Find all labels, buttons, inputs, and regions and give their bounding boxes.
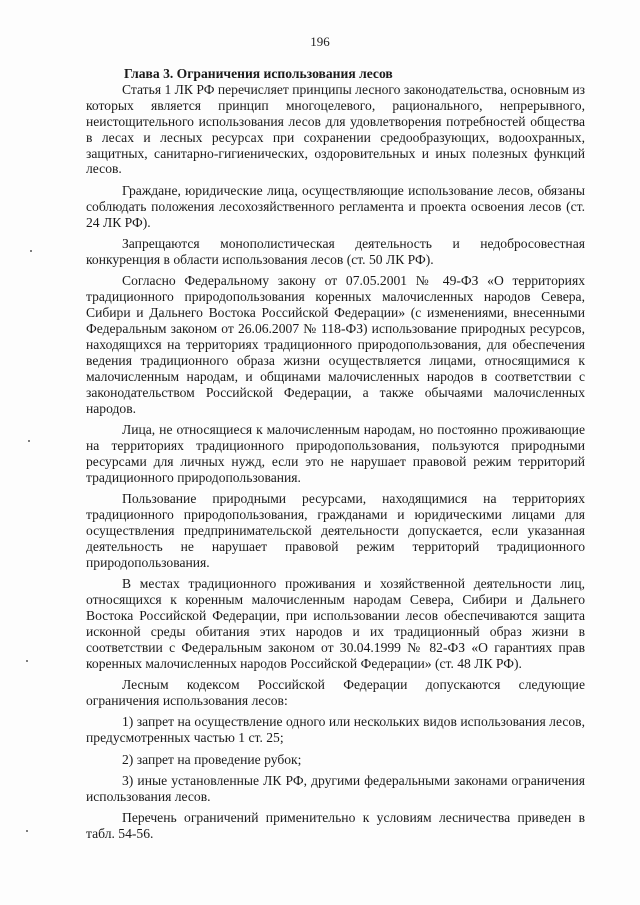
paragraph: В местах традиционного проживания и хозяйственной деятельности лиц, относящихся к коренным малочисленным народам Севера, Сибири и Дальнего Востока Российской Федерации, при использовании лесов обеспечиваются защита исконной среды обитания этих народов и их традиционный образ жизни в соответствии с Федеральным законом от 30.04.1999 № 82-ФЗ «О гарантиях прав коренных малочисленных народов Российской Федерации» (ст. 48 ЛК РФ). — [86, 576, 585, 671]
paragraph: Лесным кодексом Российской Федерации допускаются следующие ограничения использования лесов: — [86, 677, 585, 709]
paragraph: Согласно Федеральному закону от 07.05.2001 № 49-ФЗ «О территориях традиционного природопользования коренных малочисленных народов Севера, Сибири и Дальнего Востока Российской Федерации» (с изменениями, внесенными Федеральным законом от 26.06.2007 № 118-ФЗ) использование природных ресурсов, находящихся на территориях традиционного природопользования, для обеспечения ведения традиционного образа жизни осуществляется лицами, относящимися к малочисленным народам, и общинами малочисленных народов в соответствии с законодательством Российской Федерации, а также обычаями малочисленных народов. — [86, 273, 585, 416]
scan-speck — [30, 250, 32, 252]
paragraph: Граждане, юридические лица, осуществляющие использование лесов, обязаны соблюдать положения лесохозяйственного регламента и проекта освоения лесов (ст. 24 ЛК РФ). — [86, 182, 585, 230]
chapter-heading: Глава 3. Ограничения использования лесов — [124, 66, 393, 81]
scan-speck — [26, 660, 28, 662]
page-body — [86, 66, 585, 848]
paragraph: Лица, не относящиеся к малочисленным народам, но постоянно проживающие на территориях традиционного природопользования, пользуются природными ресурсами для личных нужд, если это не нарушает правовой режим территорий традиционного природопользования. — [86, 422, 585, 485]
page-number: 196 — [310, 34, 330, 49]
paragraph: Пользование природными ресурсами, находящимися на территориях традиционного природопользования, гражданами и юридическими лицами для осуществления предпринимательской деятельности допускается, если указанная деятельность не нарушает правовой режим территорий традиционного природопользования. — [86, 491, 585, 570]
scan-speck — [26, 830, 28, 832]
list-item: 1) запрет на осуществление одного или нескольких видов использования лесов, предусмотренных частью 1 ст. 25; — [86, 714, 585, 746]
list-item: 3) иные установленные ЛК РФ, другими федеральными законами ограничения использования лесов. — [86, 773, 585, 805]
paragraph: Статья 1 ЛК РФ перечисляет принципы лесного законодательства, основным из которых является принцип многоцелевого, рационального, непрерывного, неистощительного использования лесов для удовлетворения потребностей общества в лесах и лесных ресурсах при сохранении средообразующих, водоохранных, защитных, санитарно-гигиенических, оздоровительных и иных полезных функций лесов. — [86, 81, 585, 177]
scan-speck — [28, 440, 30, 442]
paragraph: Перечень ограничений применительно к условиям лесничества приведен в табл. 54-56. — [86, 810, 585, 842]
list-item: 2) запрет на проведение рубок; — [122, 751, 302, 767]
paragraph: Запрещаются монополистическая деятельность и недобросовестная конкуренция в области использования лесов (ст. 50 ЛК РФ). — [86, 236, 585, 267]
